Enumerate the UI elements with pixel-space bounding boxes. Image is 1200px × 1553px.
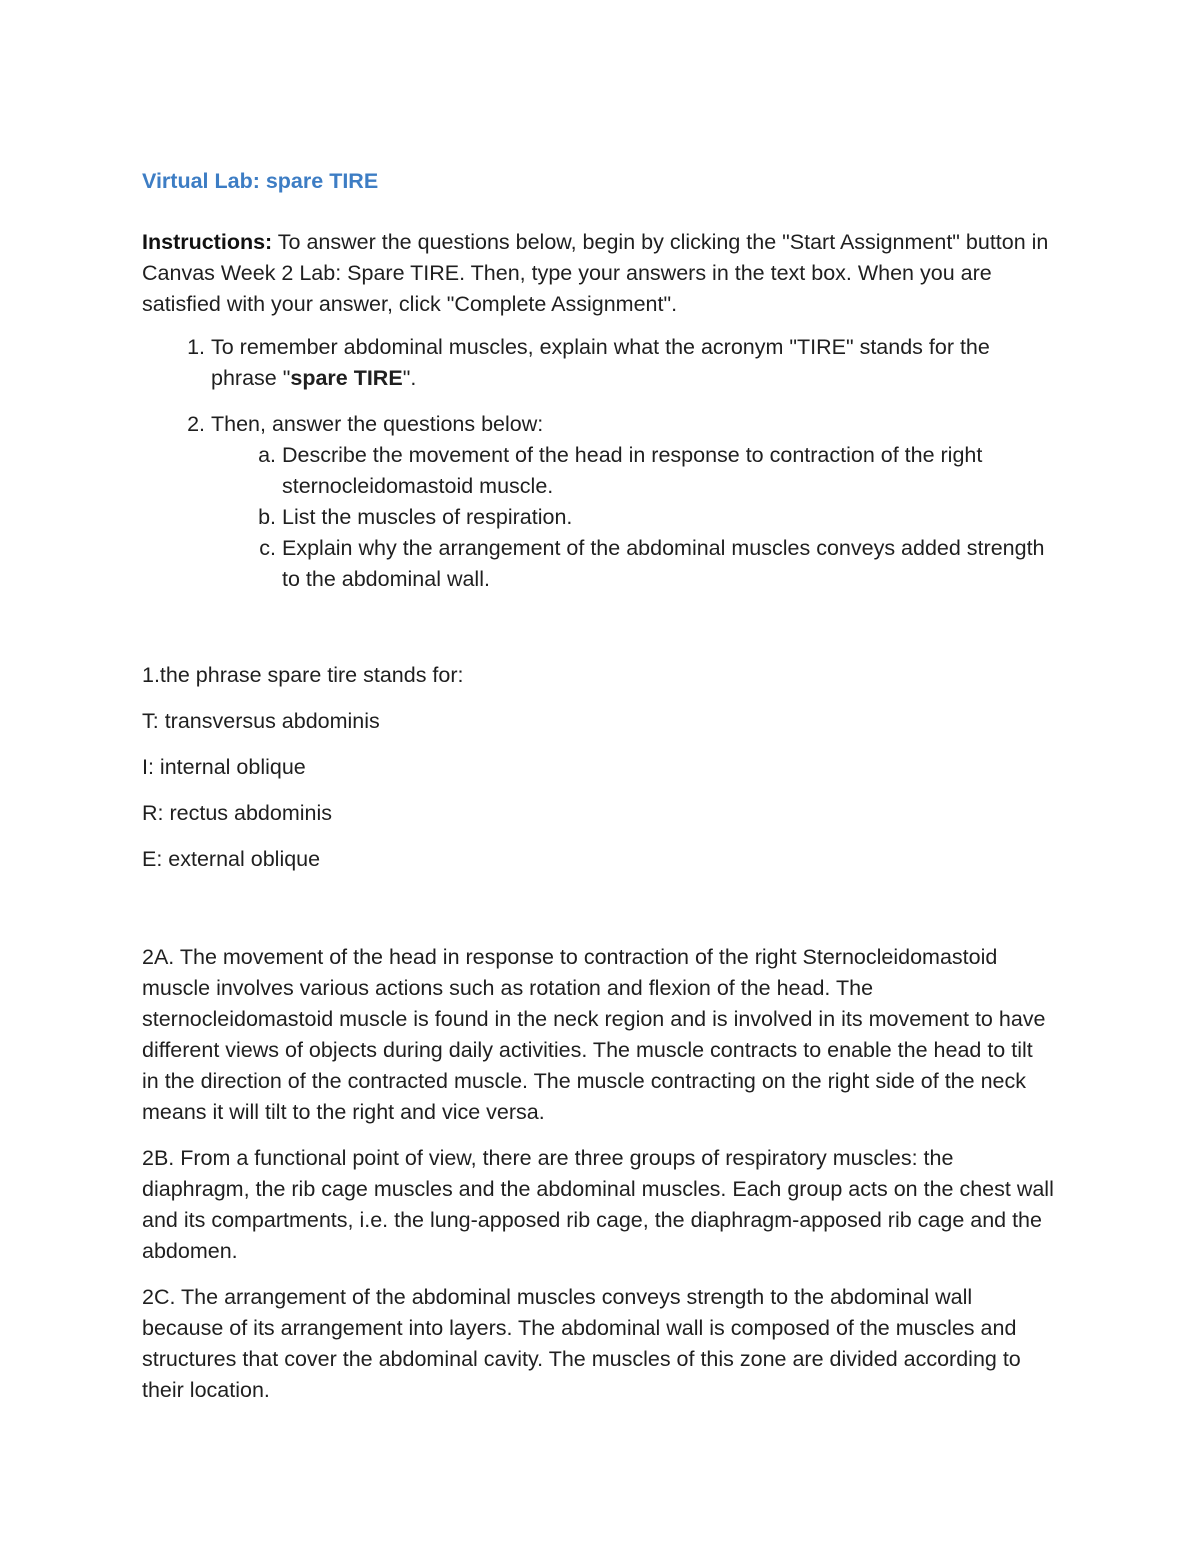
document-page [142,158,1054,1406]
question-1-bold: spare TIRE [290,366,403,390]
answer-1-heading: 1.the phrase spare tire stands for: [142,663,464,687]
acronym-t: T: transversus abdominis [142,709,380,733]
sub-question-list [211,440,1054,595]
answer-2c: 2C. The arrangement of the abdominal muscles conveys strength to the abdominal wall because of its arrangement into layers. The abdominal wall is composed of the muscles and structures that cover the abdominal cavity. The muscles of this zone are divided according to their location. [142,1285,1021,1402]
acronym-r: R: rectus abdominis [142,801,332,825]
question-list [142,332,1054,595]
acronym-e: E: external oblique [142,847,321,871]
answer-2a: 2A. The movement of the head in response to contraction of the right Sternocleidomastoid muscle involves various actions such as rotation and flexion of the head. The sternocleidomastoid muscle is found in the neck region and is involved in its movement to have different views of objects during daily activities. The muscle contracts to enable the head to tilt in the direction of the contracted muscle. The muscle contracting on the right side of the neck means it will tilt to the right and vice versa. [142,945,1046,1124]
instructions-text: To answer the questions below, begin by clicking the "Start Assignment" button in Canvas Week 2 Lab: Spare TIRE. Then, type your answers in the text box. When you are satisfied with your answer, click "Complete Assignment". [142,230,1049,316]
answer-2b: 2B. From a functional point of view, there are three groups of respiratory muscles: the diaphragm, the rib cage muscles and the abdominal muscles. Each group acts on the chest wall and its compartments, i.e. the lung-apposed rib cage, the diaphragm-apposed rib cage and the abdomen. [142,1146,1054,1263]
sub-question-c: c. Explain why the arrangement of the abdominal muscles conveys added strength to the abdominal wall. [282,533,1054,595]
instructions-paragraph [142,227,1054,320]
question-1-end: ". [402,366,417,390]
acronym-i: I: internal oblique [142,755,306,779]
question-1-text: To remember abdominal muscles, explain what the acronym "TIRE" stands for the phrase " [211,335,990,390]
document-title: Virtual Lab: spare TIRE [142,169,379,193]
question-item-2 [211,409,1054,595]
answers-section [142,660,1054,1406]
question-2-text: Then, answer the questions below: [211,412,544,436]
question-item-1 [211,332,1054,394]
sub-question-b: b. List the muscles of respiration. [282,502,1054,533]
sub-question-a: a. Describe the movement of the head in response to contraction of the right sternocleidomastoid muscle. [282,440,1054,502]
instructions-label: Instructions: [142,230,273,254]
